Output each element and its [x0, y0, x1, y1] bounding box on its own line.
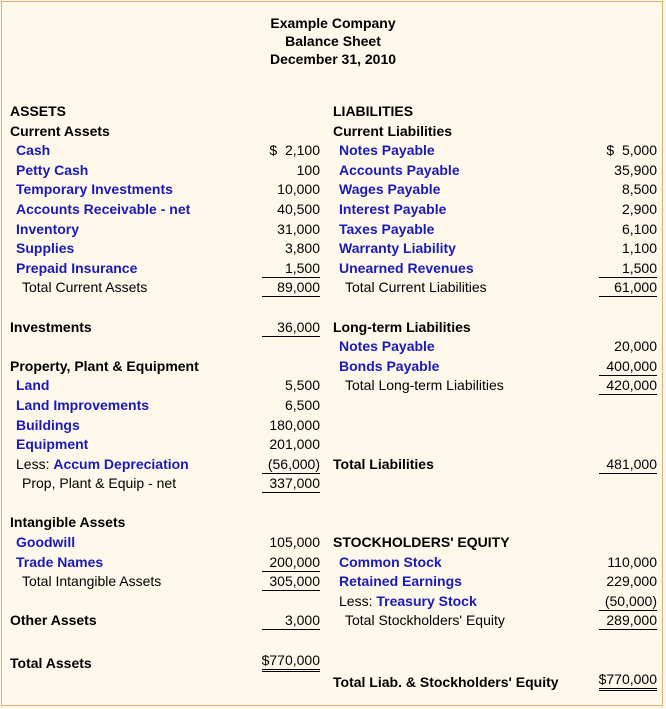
amount: 289,000: [599, 612, 657, 630]
account-link[interactable]: Accum Depreciation: [53, 455, 189, 472]
section-label: Other Assets: [10, 612, 97, 629]
amount: 36,000: [262, 319, 320, 337]
asset-row-temporary-investments: [10, 180, 320, 200]
liability-row-taxes-payable: [333, 220, 657, 240]
liability-row-bonds-payable: [333, 357, 657, 377]
amount: 40,500: [277, 200, 320, 217]
total-label: Prop, Plant & Equip - net: [22, 475, 177, 492]
grand-total-label: Total Assets: [10, 654, 92, 671]
account-link[interactable]: Retained Earnings: [339, 573, 462, 590]
asset-row-trade-names: [10, 553, 320, 573]
amount: 305,000: [262, 573, 320, 591]
amount: 3,800: [284, 240, 320, 257]
amount: 105,000: [269, 534, 320, 551]
asset-row-accounts-receivable: [10, 200, 320, 220]
account-link[interactable]: Accounts Payable: [339, 161, 460, 178]
amount: 1,500: [599, 260, 657, 278]
assets-heading: ASSETS: [10, 103, 67, 119]
total-lt-liabilities-row: [333, 376, 657, 396]
asset-row-goodwill: [10, 533, 320, 553]
amount: 420,000: [599, 377, 657, 395]
account-link[interactable]: Treasury Stock: [376, 592, 477, 609]
less-prefix: Less:: [16, 455, 54, 472]
total-label: Total Intangible Assets: [22, 573, 162, 590]
statement-date: December 31, 2010: [269, 51, 397, 67]
equity-row-retained-earnings: [333, 572, 657, 592]
amount: $770,000: [599, 671, 657, 691]
amount: 110,000: [607, 553, 657, 570]
amount: (50,000): [599, 593, 657, 611]
account-link[interactable]: Buildings: [16, 416, 80, 433]
amount: 20,000: [614, 338, 657, 355]
statement-header: [0, 14, 666, 68]
less-prefix: Less:: [339, 592, 377, 609]
total-label: Total Current Assets: [22, 279, 148, 296]
section-label: Total Liabilities: [333, 455, 434, 472]
account-link[interactable]: Inventory: [16, 220, 80, 237]
account-link[interactable]: Land Improvements: [16, 396, 150, 413]
asset-row-accum-depreciation: [10, 455, 320, 475]
liability-row-warranty: [333, 239, 657, 259]
account-link[interactable]: Equipment: [16, 436, 89, 453]
account-link[interactable]: Common Stock: [339, 553, 442, 570]
asset-row-equipment: [10, 435, 320, 455]
amount: 100: [296, 161, 320, 178]
account-link[interactable]: Supplies: [16, 240, 75, 257]
amount: 1,500: [262, 260, 320, 278]
asset-row-supplies: [10, 239, 320, 259]
company-name: Example Company: [270, 15, 396, 31]
account-link[interactable]: Accounts Receivable - net: [16, 200, 191, 217]
total-label: Total Long-term Liabilities: [345, 377, 504, 394]
account-link[interactable]: Bonds Payable: [339, 357, 440, 374]
total-liabilities-row: [333, 455, 657, 475]
amount: 61,000: [599, 279, 657, 297]
total-label: Total Stockholders' Equity: [345, 612, 505, 629]
liability-row-wages-payable: [333, 180, 657, 200]
amount: 10,000: [277, 181, 320, 198]
liability-row-lt-notes-payable: [333, 337, 657, 357]
liabilities-heading: LIABILITIES: [333, 103, 414, 119]
account-link[interactable]: Taxes Payable: [339, 220, 435, 237]
equity-row-treasury-stock: [333, 592, 657, 612]
liability-row-unearned-revenues: [333, 259, 657, 279]
account-link[interactable]: Land: [16, 377, 50, 394]
account-link[interactable]: Goodwill: [16, 534, 76, 551]
amount: 89,000: [262, 279, 320, 297]
total-current-assets-row: [10, 278, 320, 298]
amount: 337,000: [262, 475, 320, 493]
total-liab-equity-row: [333, 670, 657, 694]
liabilities-column: [333, 102, 657, 694]
lt-liabilities-heading: Long-term Liabilities: [333, 318, 471, 335]
account-link[interactable]: Notes Payable: [339, 142, 435, 159]
total-equity-row: [333, 611, 657, 631]
asset-row-petty-cash: [10, 161, 320, 181]
account-link[interactable]: Interest Payable: [339, 200, 447, 217]
asset-row-land-improvements: [10, 396, 320, 416]
current-liabilities-heading: Current Liabilities: [333, 122, 453, 139]
account-link[interactable]: Temporary Investments: [16, 181, 173, 198]
amount: 200,000: [262, 554, 320, 572]
asset-row-cash: [10, 141, 320, 161]
amount: (56,000): [262, 456, 320, 474]
amount: 481,000: [599, 456, 657, 474]
current-assets-heading: Current Assets: [10, 122, 110, 139]
account-link[interactable]: Prepaid Insurance: [16, 259, 138, 276]
amount: 6,500: [284, 396, 320, 413]
total-assets-row: [10, 651, 320, 675]
account-link[interactable]: Warranty Liability: [339, 240, 456, 257]
liability-row-accounts-payable: [333, 161, 657, 181]
total-current-liabilities-row: [333, 278, 657, 298]
account-link[interactable]: Petty Cash: [16, 161, 89, 178]
total-label: Total Current Liabilities: [345, 279, 487, 296]
investments-row: [10, 318, 320, 338]
asset-row-inventory: [10, 220, 320, 240]
asset-row-buildings: [10, 416, 320, 436]
amount: $770,000: [262, 652, 320, 672]
amount: 5,500: [284, 377, 320, 394]
account-link[interactable]: Wages Payable: [339, 181, 441, 198]
amount: $ 2,100: [269, 142, 320, 159]
total-intangible-row: [10, 572, 320, 592]
amount: 2,900: [621, 200, 657, 217]
amount: $ 5,000: [606, 142, 657, 159]
amount: 1,100: [621, 240, 657, 257]
amount: 180,000: [269, 416, 320, 433]
intangible-heading: Intangible Assets: [10, 514, 126, 531]
amount: 35,900: [614, 161, 657, 178]
equity-heading: STOCKHOLDERS' EQUITY: [333, 534, 510, 551]
account-link[interactable]: Notes Payable: [339, 338, 435, 355]
account-link[interactable]: Trade Names: [16, 553, 104, 570]
amount: 8,500: [621, 181, 657, 198]
statement-title: Balance Sheet: [285, 33, 381, 49]
account-link[interactable]: Unearned Revenues: [339, 259, 474, 276]
liability-row-notes-payable: [333, 141, 657, 161]
amount: 201,000: [269, 436, 320, 453]
equity-row-common-stock: [333, 553, 657, 573]
account-link[interactable]: Cash: [16, 142, 51, 159]
section-label: Investments: [10, 318, 92, 335]
amount: 229,000: [606, 573, 657, 590]
ppe-net-row: [10, 474, 320, 494]
asset-row-land: [10, 376, 320, 396]
other-assets-row: [10, 611, 320, 631]
amount: 31,000: [277, 220, 320, 237]
amount: 400,000: [599, 358, 657, 376]
assets-column: [10, 102, 320, 675]
liability-row-interest-payable: [333, 200, 657, 220]
amount: 6,100: [621, 220, 657, 237]
asset-row-prepaid-insurance: [10, 259, 320, 279]
ppe-heading: Property, Plant & Equipment: [10, 357, 199, 374]
grand-total-label: Total Liab. & Stockholders' Equity: [333, 674, 559, 691]
amount: 3,000: [262, 612, 320, 630]
